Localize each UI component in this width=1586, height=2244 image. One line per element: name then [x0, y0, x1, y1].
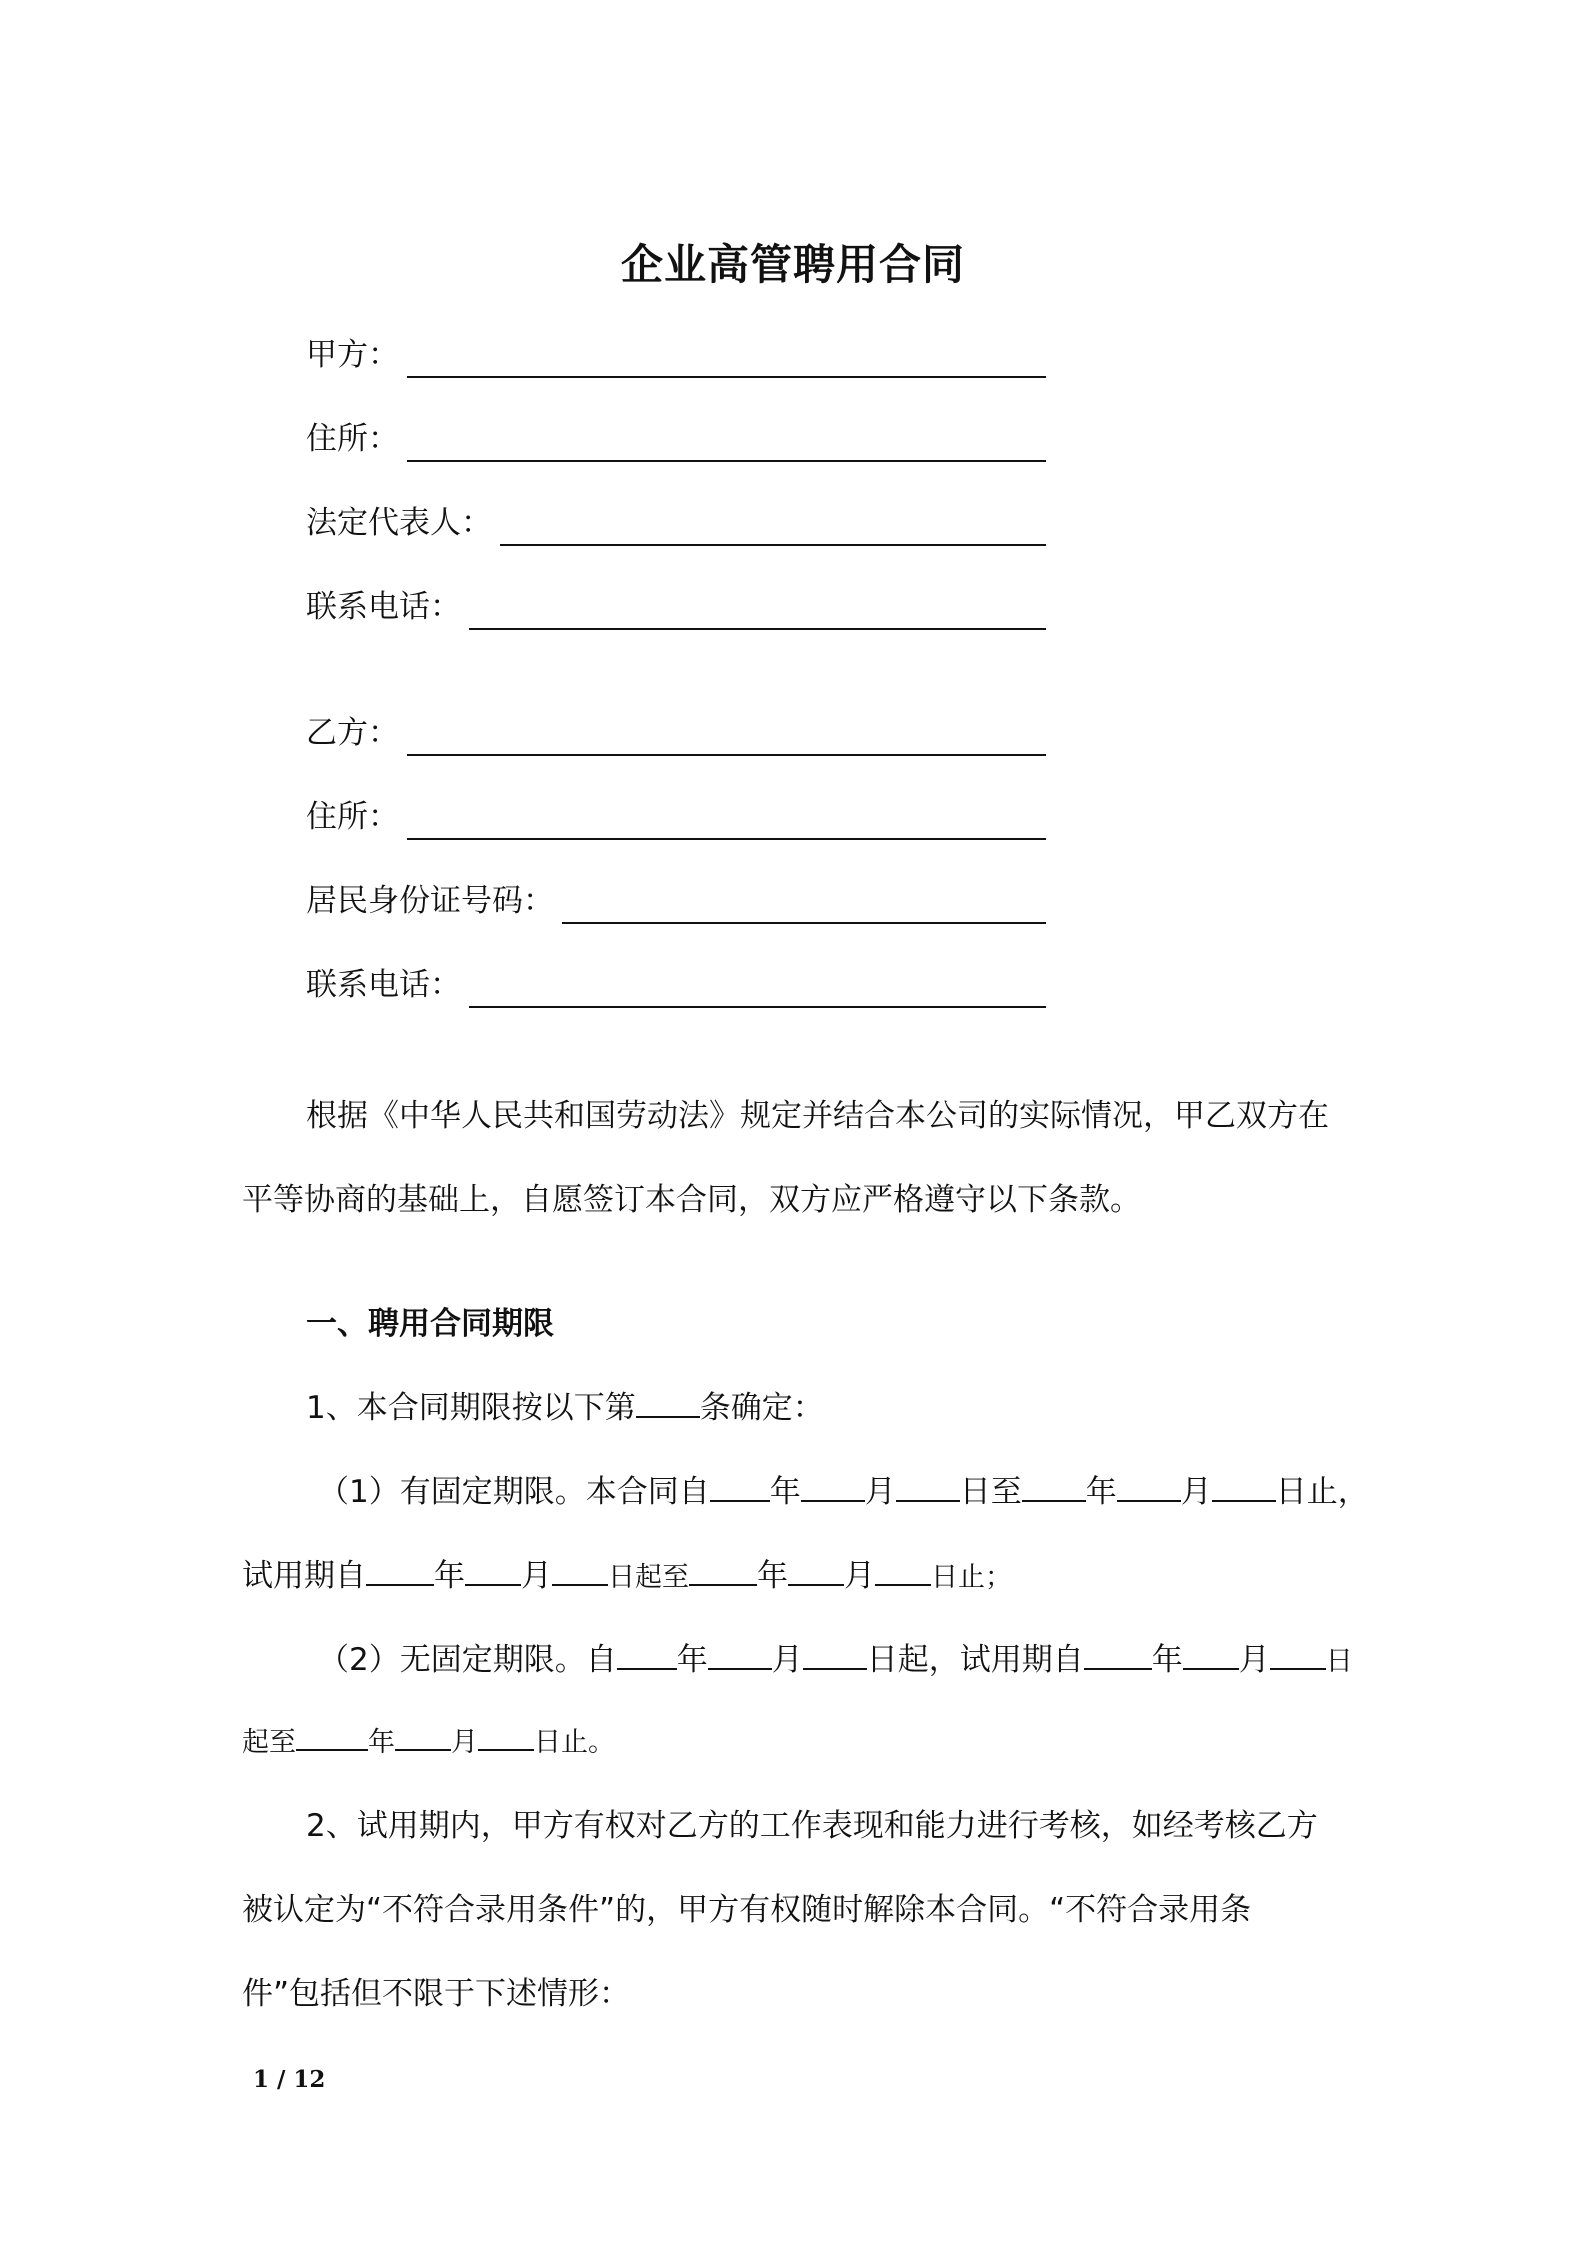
party-b-id-field[interactable]	[306, 864, 1046, 924]
open-trial-day-label: 日	[1325, 1646, 1353, 1677]
clause-2-line-1: 2、试用期内，甲方有权对乙方的工作表现和能力进行考核，如经考核乙方	[306, 1808, 1318, 1844]
end-day-blank[interactable]	[1212, 1499, 1276, 1502]
open-start-day-blank[interactable]	[803, 1667, 867, 1670]
party-a-phone-field[interactable]	[306, 570, 1046, 630]
open-end-label: 日止。	[534, 1727, 615, 1758]
open-start-month-blank[interactable]	[708, 1667, 772, 1670]
party-b-name-field[interactable]	[306, 696, 1046, 756]
open-trial-year-label: 年	[1151, 1642, 1183, 1678]
section-1-heading: 一、聘用合同期限	[306, 1306, 554, 1342]
end-month-blank[interactable]	[1117, 1499, 1181, 1502]
party-b-address-field[interactable]	[306, 780, 1046, 840]
party-a-address-label: 住所：	[306, 421, 399, 457]
trial-end-day-blank[interactable]	[875, 1583, 931, 1586]
clause-2-line-3: 件”包括但不限于下述情形：	[242, 1976, 631, 2012]
start-month-blank[interactable]	[801, 1499, 865, 1502]
start-year-label: 年	[769, 1474, 801, 1510]
party-b-name-line[interactable]	[407, 752, 1046, 756]
party-a-phone-label: 联系电话：	[306, 589, 461, 625]
trial-start-day-blank[interactable]	[552, 1583, 608, 1586]
party-b-phone-field[interactable]	[306, 948, 1046, 1008]
end-year-blank[interactable]	[1022, 1499, 1086, 1502]
open-start-year-blank[interactable]	[617, 1667, 677, 1670]
clause-number-blank[interactable]	[636, 1415, 700, 1418]
end-year-label: 年	[1085, 1474, 1117, 1510]
party-a-name-line[interactable]	[407, 374, 1046, 378]
party-a-name-label: 甲方：	[306, 337, 399, 373]
party-b-name-label: 乙方：	[306, 715, 399, 751]
party-a-legal-rep-label: 法定代表人：	[306, 505, 492, 541]
party-a-name-field[interactable]	[306, 318, 1046, 378]
open-end-day-blank[interactable]	[478, 1748, 534, 1751]
start-year-blank[interactable]	[710, 1499, 770, 1502]
end-day-label: 日止，	[1275, 1474, 1369, 1510]
trial-start-month-label: 月	[521, 1558, 552, 1594]
party-b-id-line[interactable]	[562, 920, 1046, 924]
party-a-address-line[interactable]	[407, 458, 1046, 462]
trial-end-year-blank[interactable]	[689, 1583, 757, 1586]
page-number: 1 / 12	[253, 2066, 326, 2093]
trial-end-label: 日止；	[931, 1562, 1012, 1593]
open-start-year-label: 年	[676, 1642, 708, 1678]
fixed-term-line-2	[242, 1550, 1012, 1595]
fixed-term-intro: （1）有固定期限。本合同自	[318, 1474, 710, 1510]
document-title: 企业高管聘用合同	[620, 240, 965, 289]
open-start-month-label: 月	[771, 1642, 803, 1678]
party-a-legal-rep-line[interactable]	[500, 542, 1046, 546]
open-term-line-2	[242, 1720, 615, 1759]
open-term-intro: （2）无固定期限。自	[318, 1642, 617, 1678]
start-month-label: 月	[864, 1474, 896, 1510]
trial-start-year-blank[interactable]	[366, 1583, 434, 1586]
start-day-to-label: 日至	[959, 1474, 1022, 1510]
trial-end-month-label: 月	[844, 1558, 875, 1594]
trial-from-to-label: 日起至	[608, 1562, 689, 1593]
intro-line-2: 平等协商的基础上，自愿签订本合同，双方应严格遵守以下条款。	[242, 1182, 1141, 1218]
open-trial-label: 日起，试用期自	[866, 1642, 1084, 1678]
trial-start-month-blank[interactable]	[465, 1583, 521, 1586]
party-b-address-label: 住所：	[306, 799, 399, 835]
trial-end-year-label: 年	[757, 1558, 788, 1594]
open-end-month-blank[interactable]	[395, 1748, 451, 1751]
start-day-blank[interactable]	[896, 1499, 960, 1502]
party-a-address-field[interactable]	[306, 402, 1046, 462]
open-term-line-1	[318, 1634, 1353, 1679]
trial-end-month-blank[interactable]	[788, 1583, 844, 1586]
clause-1-suffix: 条确定：	[699, 1390, 824, 1426]
party-a-phone-line[interactable]	[469, 626, 1046, 630]
clause-2-line-2: 被认定为“不符合录用条件”的，甲方有权随时解除本合同。“不符合录用条	[242, 1892, 1252, 1928]
fixed-term-line-1	[318, 1466, 1369, 1511]
open-end-year-label: 年	[368, 1727, 395, 1758]
open-trial-month-blank[interactable]	[1183, 1667, 1239, 1670]
party-b-address-line[interactable]	[407, 836, 1046, 840]
party-b-phone-label: 联系电话：	[306, 967, 461, 1003]
open-trial-month-label: 月	[1238, 1642, 1270, 1678]
trial-start-year-label: 年	[434, 1558, 465, 1594]
intro-line-1: 根据《中华人民共和国劳动法》规定并结合本公司的实际情况，甲乙双方在	[306, 1098, 1329, 1134]
trial-prefix: 试用期自	[242, 1558, 366, 1594]
party-b-id-label: 居民身份证号码：	[306, 883, 554, 919]
clause-1-prefix: 1、本合同期限按以下第	[306, 1390, 636, 1426]
party-b-phone-line[interactable]	[469, 1004, 1046, 1008]
party-a-legal-rep-field[interactable]	[306, 486, 1046, 546]
end-month-label: 月	[1180, 1474, 1212, 1510]
open-line2-prefix: 起至	[242, 1727, 296, 1758]
open-trial-day-blank[interactable]	[1270, 1667, 1326, 1670]
open-end-year-blank[interactable]	[296, 1748, 368, 1751]
clause-1-line	[306, 1382, 824, 1427]
open-end-month-label: 月	[451, 1727, 478, 1758]
open-trial-year-blank[interactable]	[1084, 1667, 1152, 1670]
